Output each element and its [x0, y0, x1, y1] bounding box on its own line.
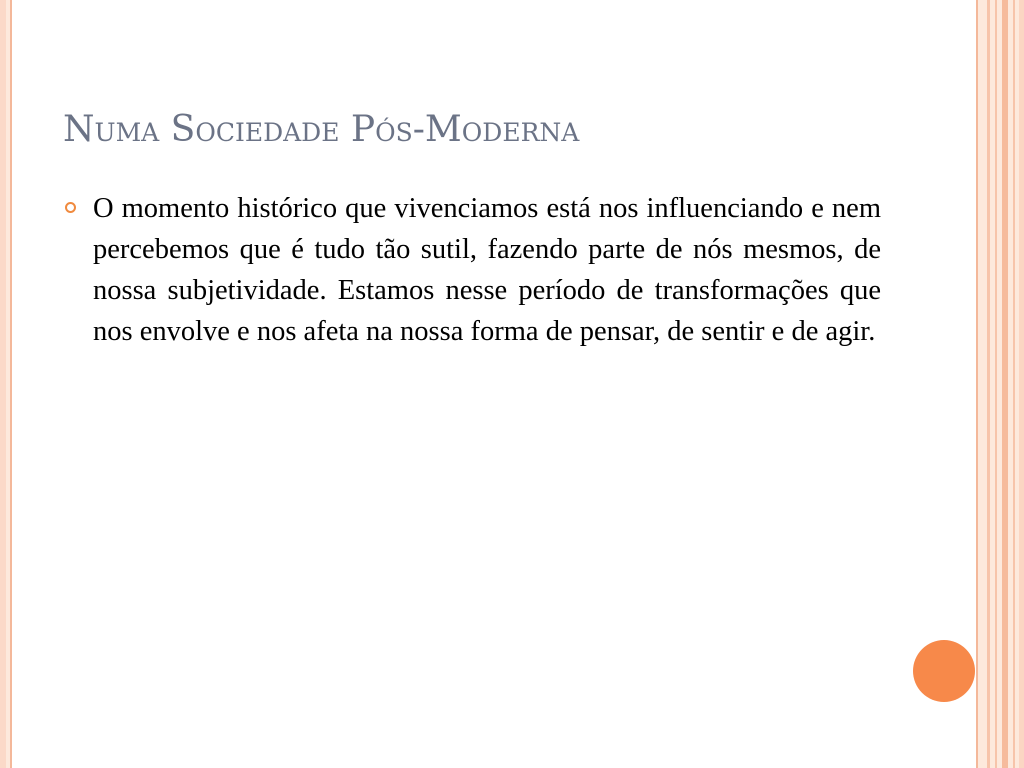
- bullet-item: [63, 188, 881, 352]
- slide-title: Numa Sociedade Pós-Moderna: [63, 109, 580, 150]
- right-decorative-stripe: [1013, 0, 1015, 768]
- bullet-text: O momento histórico que vivenciamos está nos influenciando e nem percebemos que é tudo tão sutil, fazendo parte de nós mesmos, de nossa subjetividade. Estamos nesse período de transformações que nos envolve e nos afeta na nossa forma de pensar, de sentir e de agir.: [93, 193, 881, 347]
- right-decorative-stripe: [1002, 0, 1008, 768]
- circle-bullet-icon: [65, 202, 76, 213]
- left-decorative-stripe: [0, 0, 6, 768]
- right-decorative-stripe: [995, 0, 997, 768]
- right-decorative-stripe: [1019, 0, 1024, 768]
- right-decorative-stripe: [987, 0, 990, 768]
- decorative-circle-icon: [913, 640, 975, 702]
